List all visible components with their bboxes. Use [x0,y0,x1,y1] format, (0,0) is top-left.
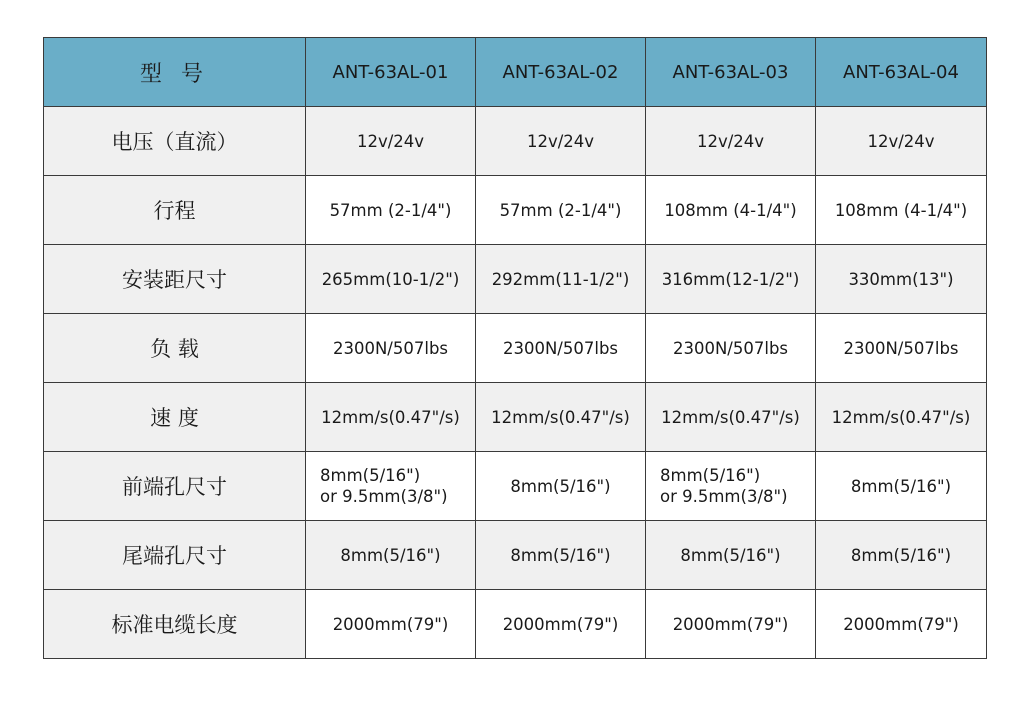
table-row-rear-hole [44,521,987,590]
table-cell: 8mm(5/16") [476,521,646,590]
model-header-01: ANT-63AL-01 [306,38,476,107]
table-cell: 292mm(11-1/2") [476,245,646,314]
row-label-load: 负 载 [44,314,306,383]
row-label-rear-hole: 尾端孔尺寸 [44,521,306,590]
table-cell: 8mm(5/16") [816,452,987,521]
model-header-03: ANT-63AL-03 [646,38,816,107]
table-row-front-hole [44,452,987,521]
table-cell: 2000mm(79") [476,590,646,659]
table-cell: 12v/24v [816,107,987,176]
table-cell: 12v/24v [646,107,816,176]
table-cell [646,452,816,521]
table-row-cable-length [44,590,987,659]
cell-line: 8mm(5/16") [320,466,421,485]
cell-line: or 9.5mm(3/8") [320,487,448,506]
table-cell: 8mm(5/16") [476,452,646,521]
table-cell: 2300N/507lbs [306,314,476,383]
table-cell: 316mm(12-1/2") [646,245,816,314]
table-cell: 8mm(5/16") [306,521,476,590]
row-label-stroke: 行程 [44,176,306,245]
table-cell: 8mm(5/16") [816,521,987,590]
model-header-04: ANT-63AL-04 [816,38,987,107]
row-label-install-length: 安装距尺寸 [44,245,306,314]
table-cell: 8mm(5/16") [646,521,816,590]
table-cell: 12mm/s(0.47"/s) [646,383,816,452]
table-cell: 12mm/s(0.47"/s) [476,383,646,452]
table-cell: 57mm (2-1/4") [476,176,646,245]
table-cell [306,452,476,521]
row-label-cable-length: 标准电缆长度 [44,590,306,659]
table-row-install-length [44,245,987,314]
row-label-front-hole: 前端孔尺寸 [44,452,306,521]
table-cell: 2300N/507lbs [646,314,816,383]
row-label-speed: 速 度 [44,383,306,452]
table-cell: 108mm (4-1/4") [816,176,987,245]
table-cell: 12v/24v [476,107,646,176]
table-cell: 12mm/s(0.47"/s) [816,383,987,452]
cell-line: or 9.5mm(3/8") [660,487,788,506]
row-label-voltage: 电压（直流） [44,107,306,176]
cell-line: 8mm(5/16") [660,466,761,485]
table-cell: 2300N/507lbs [816,314,987,383]
table-row-load [44,314,987,383]
table-cell: 108mm (4-1/4") [646,176,816,245]
table-cell: 2000mm(79") [306,590,476,659]
model-header-label: 型 号 [44,38,306,107]
spec-table [43,37,987,659]
table-cell: 2000mm(79") [816,590,987,659]
table-cell: 2000mm(79") [646,590,816,659]
table-row-stroke [44,176,987,245]
table-cell: 12mm/s(0.47"/s) [306,383,476,452]
table-row-speed [44,383,987,452]
table-cell: 265mm(10-1/2") [306,245,476,314]
header-row [44,38,987,107]
table-cell: 12v/24v [306,107,476,176]
model-header-02: ANT-63AL-02 [476,38,646,107]
table-row-voltage [44,107,987,176]
table-cell: 330mm(13") [816,245,987,314]
table-cell: 57mm (2-1/4") [306,176,476,245]
table-cell: 2300N/507lbs [476,314,646,383]
